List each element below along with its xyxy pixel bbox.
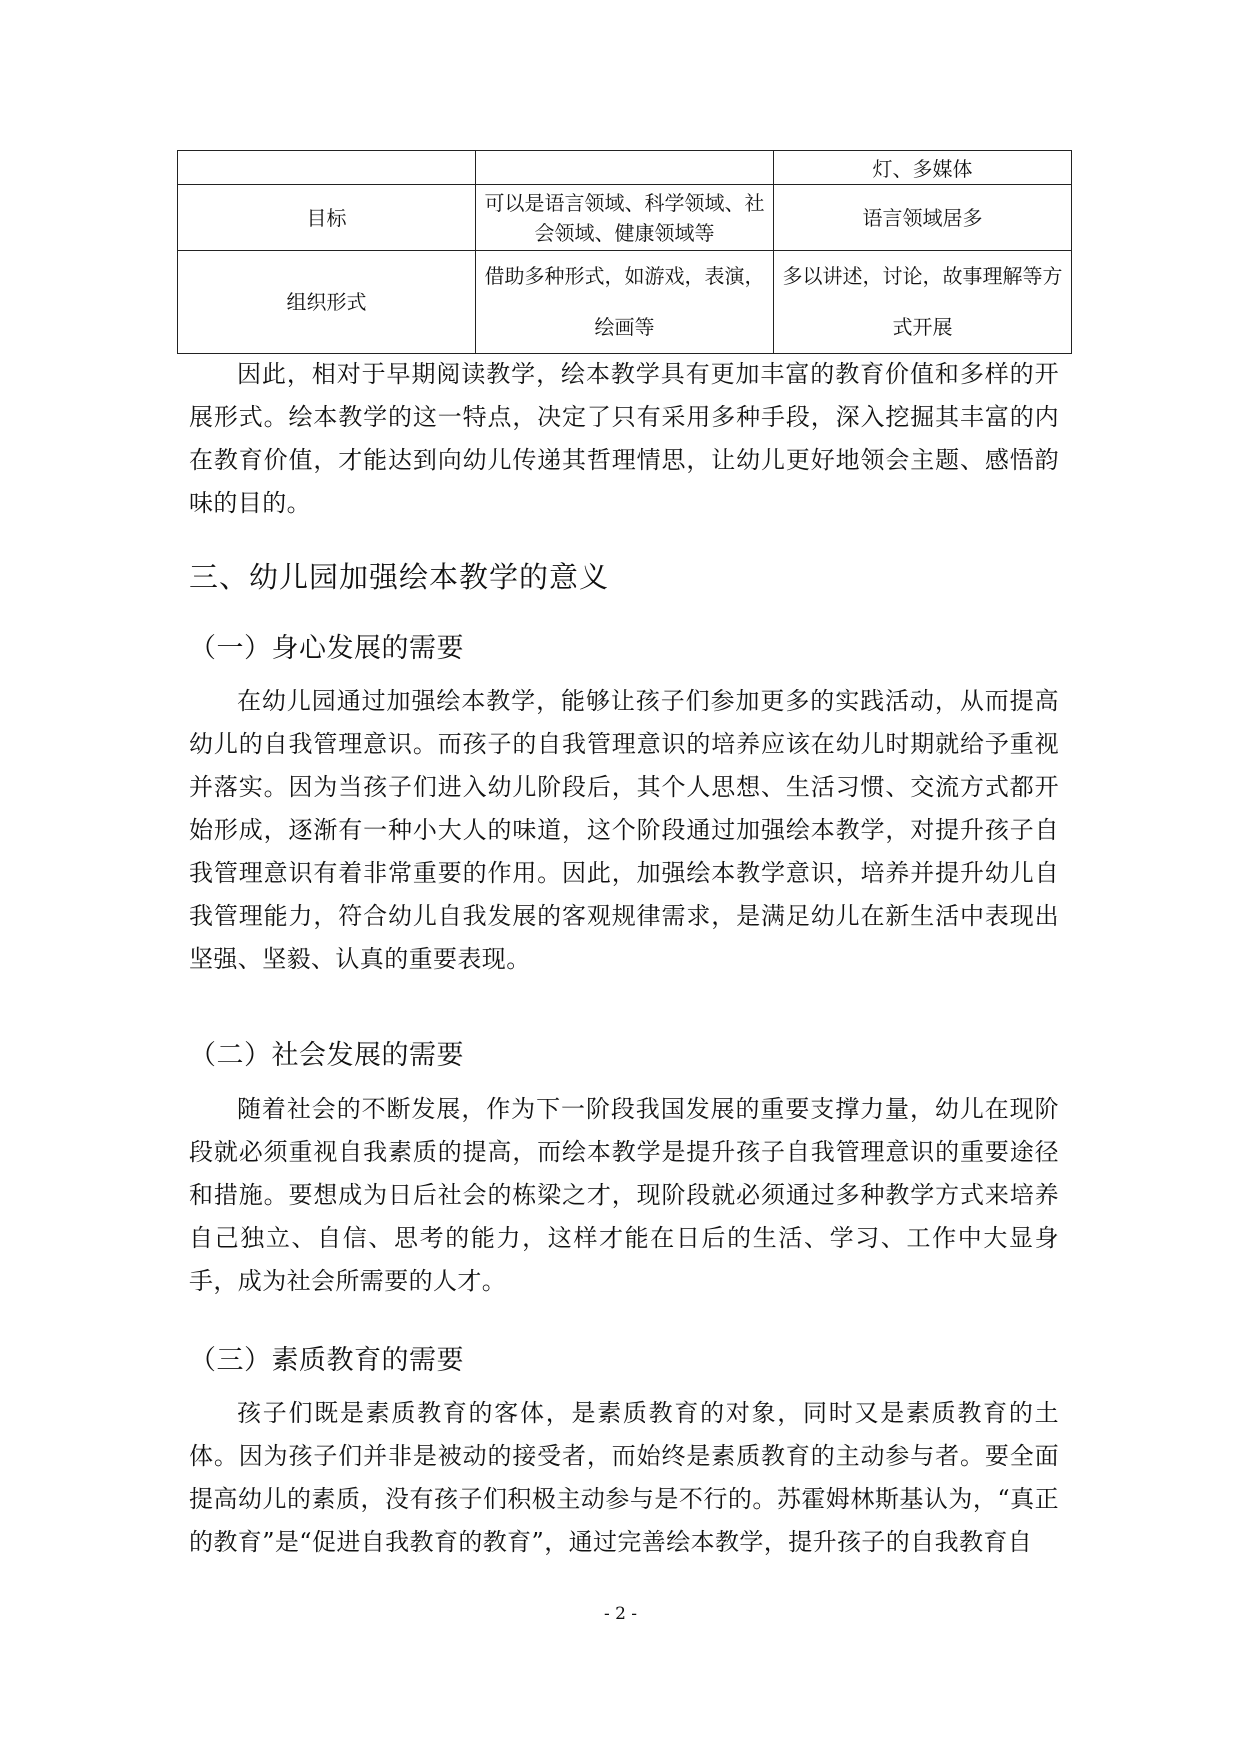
paragraph: 在幼儿园通过加强绘本教学，能够让孩子们参加更多的实践活动，从而提高幼儿的自我管理意识。而孩子的自我管理意识的培养应该在幼儿时期就给予重视并落实。因为当孩子们进入幼儿阶段后，其个人思想、生活习惯、交流方式都开始形成，逐渐有一种小大人的味道，这个阶段通过加强绘本教学，对提升孩子自我管理意识有着非常重要的作用。因此，加强绘本教学意识，培养并提升幼儿自我管理能力，符合幼儿自我发展的客观规律需求，是满足幼儿在新生活中表现出坚强、坚毅、认真的重要表现。	[189, 687, 1059, 973]
subsection-body	[189, 1088, 1059, 1303]
table-cell: 多以讲述，讨论，故事理解等方式开展	[774, 251, 1072, 354]
paragraph: 孩子们既是素质教育的客体，是素质教育的对象，同时又是素质教育的土体。因为孩子们并非是被动的接受者，而始终是素质教育的主动参与者。要全面提高幼儿的素质，没有孩子们积极主动参与是不行的。苏霍姆林斯基认为，“真正的教育”是“促进自我教育的教育”，通过完善绘本教学，提升孩子的自我教育自	[189, 1399, 1059, 1556]
subsection-body	[189, 680, 1059, 981]
paragraph: 因此，相对于早期阅读教学，绘本教学具有更加丰富的教育价值和多样的开展形式。绘本教学的这一特点，决定了只有采用多种手段，深入挖掘其丰富的内在教育价值，才能达到向幼儿传递其哲理情思，让幼儿更好地领会主题、感悟韵味的目的。	[189, 360, 1059, 517]
subsection-title: （三）素质教育的需要	[189, 1345, 464, 1376]
table-cell: 灯、多媒体	[774, 151, 1072, 185]
intro-paragraph-block	[189, 353, 1059, 525]
table-row	[178, 251, 1072, 354]
table-cell: 可以是语言领域、科学领域、社会领域、健康领域等	[476, 185, 774, 251]
table-cell: 借助多种形式，如游戏，表演，绘画等	[476, 251, 774, 354]
table-cell	[476, 151, 774, 185]
subsection-title: （二）社会发展的需要	[189, 1040, 464, 1071]
comparison-table	[177, 150, 1072, 354]
table-cell	[178, 151, 476, 185]
table-cell: 语言领域居多	[774, 185, 1072, 251]
table-row	[178, 185, 1072, 251]
section-title: 三、幼儿园加强绘本教学的意义	[189, 560, 610, 594]
table-row	[178, 151, 1072, 185]
subsection-body	[189, 1392, 1059, 1564]
row-label: 目标	[178, 185, 476, 251]
paragraph: 随着社会的不断发展，作为下一阶段我国发展的重要支撑力量，幼儿在现阶段就必须重视自我素质的提高，而绘本教学是提升孩子自我管理意识的重要途径和措施。要想成为日后社会的栋梁之才，现阶段就必须通过多种教学方式来培养自己独立、自信、思考的能力，这样才能在日后的生活、学习、工作中大显身手，成为社会所需要的人才。	[189, 1095, 1059, 1295]
subsection-title: （一）身心发展的需要	[189, 633, 464, 664]
page-number: - 2 -	[603, 1604, 638, 1624]
row-label: 组织形式	[178, 251, 476, 354]
